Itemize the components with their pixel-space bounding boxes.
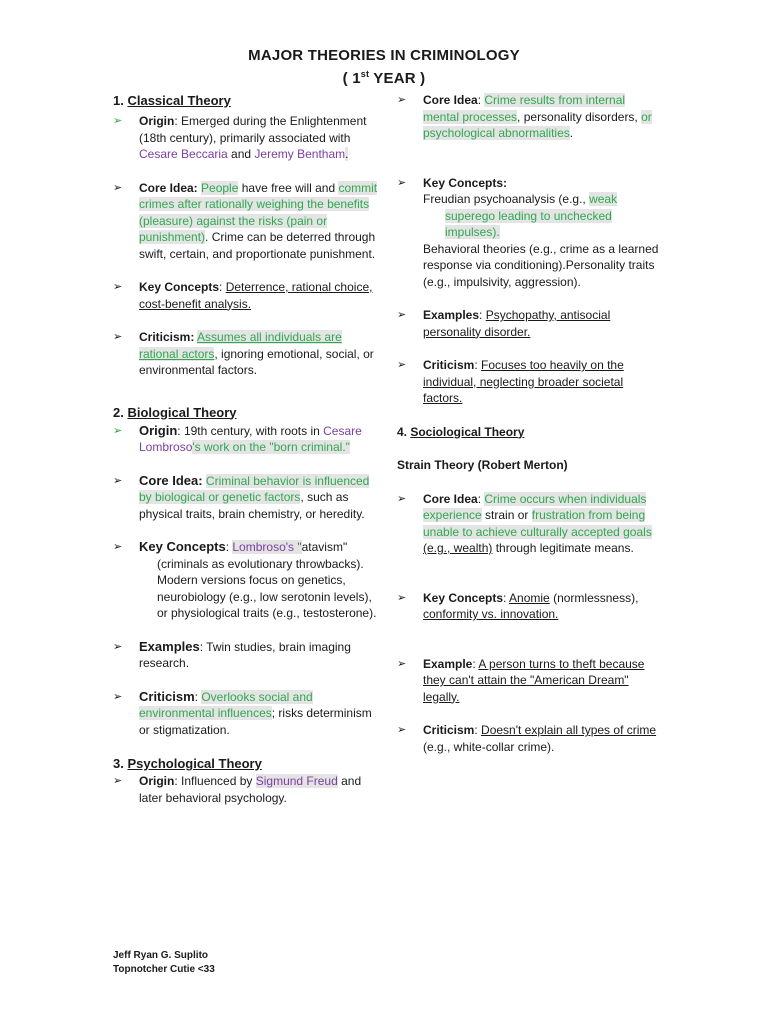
section-heading-psychological: 3. Psychological Theory bbox=[113, 756, 262, 771]
psychological-key-concepts: ➢ Key Concepts: Freudian psychoanalysis (e.g., weak superego leading to unchecked impulses). Behavioral theories (e.g., crime as a learned response via conditioning).Personality traits (e.g., impulsivity, aggression). bbox=[397, 175, 659, 289]
page-title bbox=[0, 46, 768, 88]
arrow-bullet-icon: ➢ bbox=[113, 424, 123, 437]
classical-core-idea: ➢ Core Idea: People have free will and commit crimes after rationally weighing the benefits (pleasure) against the risks (pain or punishment). Crime can be deterred through swift, certain, and proportionate punishment. bbox=[113, 180, 378, 261]
arrow-bullet-icon: ➢ bbox=[397, 94, 407, 106]
biological-core-idea: ➢ Core Idea: Criminal behavior is influenced by biological or genetic factors, such as physical traits, brain chemistry, or heredity. bbox=[113, 472, 370, 521]
classical-origin: ➢ Origin: Emerged during the Enlightenment (18th century), primarily associated with Cesare Beccaria and Jeremy Bentham. bbox=[113, 114, 367, 161]
arrow-bullet-icon: ➢ bbox=[113, 115, 123, 127]
psychological-examples: ➢ Examples: Psychopathy, antisocial personality disorder. bbox=[397, 308, 611, 339]
section-heading-classical: 1. Classical Theory bbox=[113, 93, 231, 108]
classical-criticism: ➢ Criticism: Assumes all individuals are rational actors, ignoring emotional, social, or environmental factors. bbox=[113, 330, 374, 377]
biological-criticism: ➢ Criticism: Overlooks social and environmental influences; risks determinism or stigmatization. bbox=[113, 688, 372, 737]
arrow-bullet-icon: ➢ bbox=[397, 591, 407, 604]
arrow-bullet-icon: ➢ bbox=[113, 690, 123, 703]
arrow-bullet-icon: ➢ bbox=[113, 474, 123, 487]
footer-author: Jeff Ryan G. Suplito bbox=[113, 950, 209, 961]
strain-theory-heading: Strain Theory (Robert Merton) bbox=[397, 457, 568, 472]
sociological-example: ➢ Example: A person turns to theft because they can't attain the "American Dream" legally. bbox=[397, 656, 645, 704]
arrow-bullet-icon: ➢ bbox=[113, 181, 123, 194]
arrow-bullet-icon: ➢ bbox=[113, 281, 123, 293]
title-line-1: MAJOR THEORIES IN CRIMINOLOGY bbox=[248, 47, 520, 64]
sociological-core-idea: ➢ Core Idea: Crime occurs when individuals experience strain or frustration from being unable to achieve culturally accepted goals (e.g., wealth) through legitimate means. bbox=[397, 491, 652, 555]
arrow-bullet-icon: ➢ bbox=[397, 309, 407, 321]
arrow-bullet-icon: ➢ bbox=[397, 492, 407, 505]
arrow-bullet-icon: ➢ bbox=[397, 724, 407, 736]
biological-examples: ➢ Examples: Twin studies, brain imaging research. bbox=[113, 638, 351, 670]
footer-tagline: Topnotcher Cutie <33 bbox=[113, 964, 215, 975]
sociological-key-concepts: ➢ Key Concepts: Anomie (normlessness), conformity vs. innovation. bbox=[397, 590, 639, 621]
psychological-origin: ➢ Origin: Influenced by Sigmund Freud and later behavioral psychology. bbox=[113, 774, 362, 805]
arrow-bullet-icon: ➢ bbox=[113, 541, 123, 553]
psychological-criticism: ➢ Criticism: Focuses too heavily on the individual, neglecting broader societal factors. bbox=[397, 358, 624, 405]
arrow-bullet-icon: ➢ bbox=[113, 640, 123, 653]
left-column bbox=[113, 92, 378, 806]
title-line-2: ( 1st YEAR ) bbox=[342, 69, 426, 87]
classical-key-concepts: ➢ Key Concepts: Deterrence, rational choice, cost-benefit analysis. bbox=[113, 280, 373, 311]
arrow-bullet-icon: ➢ bbox=[397, 359, 407, 371]
right-column bbox=[397, 92, 662, 755]
section-heading-sociological: 4. Sociological Theory bbox=[397, 424, 525, 439]
sociological-criticism: ➢ Criticism: Doesn't explain all types of crime (e.g., white-collar crime). bbox=[397, 723, 657, 754]
biological-origin: ➢ Origin: 19th century, with roots in Cesare Lombroso's work on the "born criminal." bbox=[113, 422, 362, 454]
arrow-bullet-icon: ➢ bbox=[397, 176, 407, 189]
psychological-core-idea: ➢ Core Idea: Crime results from internal mental processes, personality disorders, or psychological abnormalities. bbox=[397, 93, 652, 140]
biological-key-concepts: ➢ Key Concepts: Lombroso's "atavism" (criminals as evolutionary throwbacks). Modern versions focus on genetics, neurobiology (e.g., low serotonin levels), or physiological traits (e.g., testosterone). bbox=[113, 539, 377, 620]
arrow-bullet-icon: ➢ bbox=[113, 331, 123, 343]
section-heading-biological: 2. Biological Theory bbox=[113, 404, 237, 420]
footer-credit bbox=[113, 949, 215, 977]
arrow-bullet-icon: ➢ bbox=[113, 775, 123, 787]
arrow-bullet-icon: ➢ bbox=[397, 657, 407, 670]
